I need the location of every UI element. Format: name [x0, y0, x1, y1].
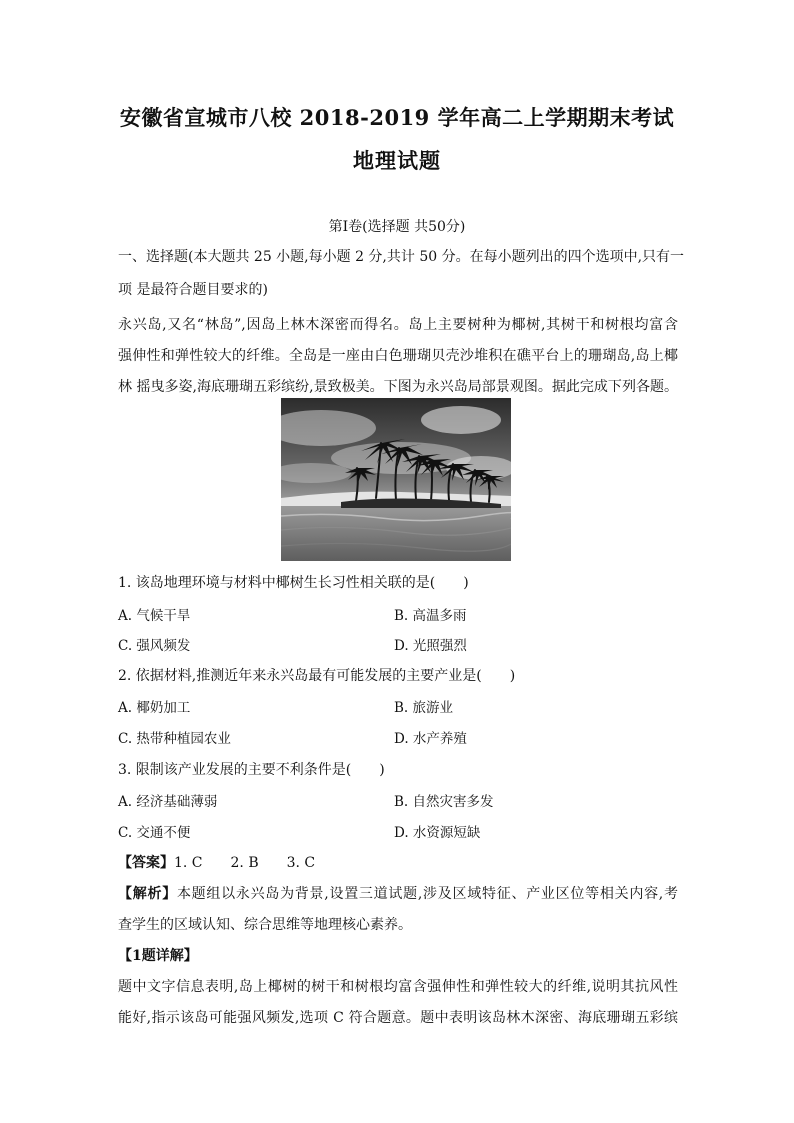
question-2-option-c[interactable]: C. 热带种植园农业 — [118, 731, 231, 747]
question-2-option-b[interactable]: B. 旅游业 — [394, 700, 454, 716]
analysis-text: 本题组以永兴岛为背景,设置三道试题,涉及区域特征、产业区位等相关内容,考 — [176, 886, 678, 902]
analysis-line — [118, 883, 678, 903]
document-title: 安徽省宣城市八校 2018-2019 学年高二上学期期末考试 — [119, 105, 675, 130]
question-1-option-c[interactable]: C. 强风频发 — [118, 638, 191, 654]
document-subtitle: 地理试题 — [353, 148, 441, 173]
material-text-line: 永兴岛,又名“林岛”,因岛上林木深密而得名。岛上主要树种为椰树,其树干和树根均富含 — [118, 317, 678, 333]
island-landscape-photo — [281, 398, 511, 561]
material-text-line: 强伸性和弹性较大的纤维。全岛是一座由白色珊瑚贝壳沙堆积在礁平台上的珊瑚岛,岛上椰 — [118, 348, 678, 364]
analysis-label: 【解析】 — [118, 886, 177, 902]
question-1-option-d[interactable]: D. 光照强烈 — [394, 638, 467, 654]
question-2-option-d[interactable]: D. 水产养殖 — [394, 731, 467, 747]
question-1-option-a[interactable]: A. 气候干旱 — [118, 608, 191, 624]
analysis-text-line: 查学生的区域认知、综合思维等地理核心素养。 — [118, 917, 412, 933]
question-3-option-d[interactable]: D. 水资源短缺 — [394, 825, 481, 841]
material-text-line: 林 摇曳多姿,海底珊瑚五彩缤纷,景致极美。下图为永兴岛局部景观图。据此完成下列各题。 — [118, 379, 678, 395]
question-3-option-c[interactable]: C. 交通不便 — [118, 825, 191, 841]
question-3-option-a[interactable]: A. 经济基础薄弱 — [118, 794, 218, 810]
question-1-option-b[interactable]: B. 高温多雨 — [394, 608, 467, 624]
question-2-stem: 2. 依据材料,推测近年来永兴岛最有可能发展的主要产业是( ) — [118, 668, 516, 684]
question-3-option-b[interactable]: B. 自然灾害多发 — [394, 794, 494, 810]
question-2-option-a[interactable]: A. 椰奶加工 — [118, 700, 191, 716]
detail-label: 【1题详解】 — [118, 948, 198, 964]
instruction-line: 项 是最符合题目要求的) — [118, 282, 268, 298]
detail-text-line: 能好,指示该岛可能强风频发,选项 C 符合题意。题中表明该岛林木深密、海底珊瑚五彩缤 — [118, 1010, 678, 1026]
answer-text: 1. C 2. B 3. C — [174, 855, 316, 871]
answer-label: 【答案】 — [118, 855, 174, 871]
question-1-stem: 1. 该岛地理环境与材料中椰树生长习性相关联的是( ) — [118, 575, 469, 591]
answer-line — [118, 852, 678, 872]
instruction-line: 一、选择题(本大题共 25 小题,每小题 2 分,共计 50 分。在每小题列出的四个选项中,只有一 — [118, 249, 685, 265]
question-3-stem: 3. 限制该产业发展的主要不利条件是( ) — [118, 762, 385, 778]
detail-text-line: 题中文字信息表明,岛上椰树的树干和树根均富含强伸性和弹性较大的纤维,说明其抗风性 — [118, 979, 678, 995]
section-heading: 第Ⅰ卷(选择题 共50分) — [328, 219, 466, 235]
